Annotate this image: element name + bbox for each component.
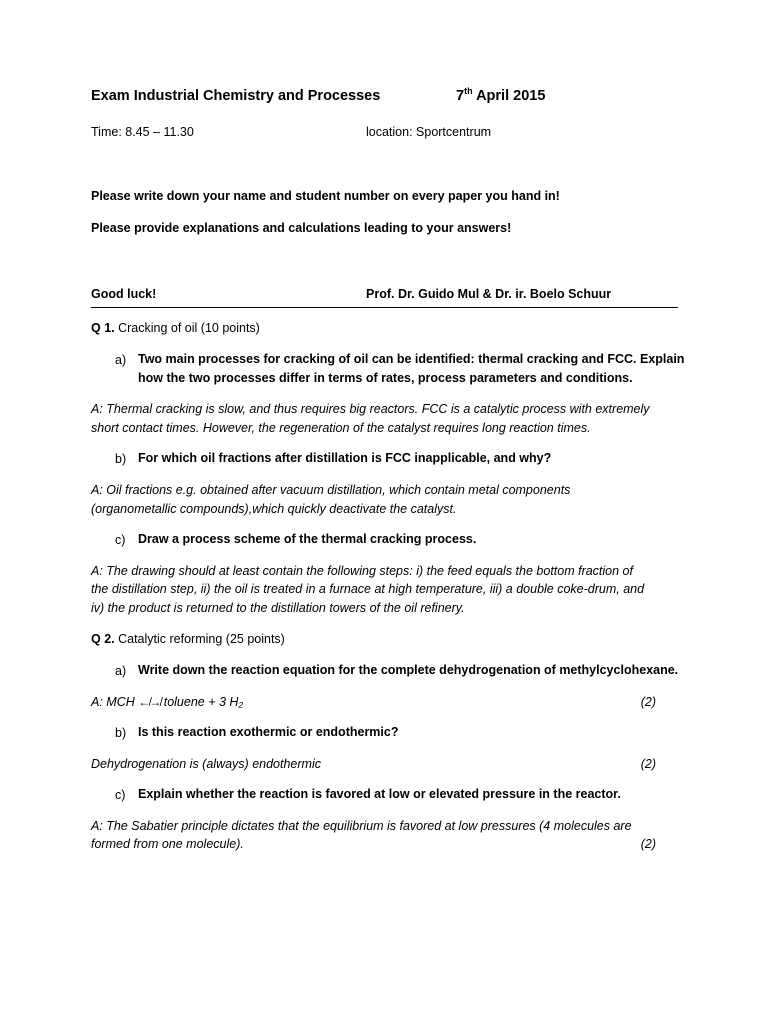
q2c-answer-line2: formed from one molecule). <box>91 837 244 851</box>
q1c-answer-line3: iv) the product is returned to the distillation towers of the oil refinery. <box>91 601 465 615</box>
date-suffix: th <box>464 86 473 97</box>
q2c-label: c) <box>115 788 126 802</box>
instruction-name: Please write down your name and student number on every paper you hand in! <box>91 189 560 203</box>
q2b-answer: Dehydrogenation is (always) endothermic <box>91 757 321 771</box>
q2c-points: (2) <box>640 837 656 851</box>
q2c-question: Explain whether the reaction is favored at low or elevated pressure in the reactor. <box>138 787 621 801</box>
q1b-question: For which oil fractions after distillation is FCC inapplicable, and why? <box>138 451 552 465</box>
q2b-question: Is this reaction exothermic or endothermic? <box>138 725 399 739</box>
exam-time: Time: 8.45 – 11.30 <box>91 125 194 139</box>
header-divider <box>91 307 678 308</box>
q2b-label: b) <box>115 726 127 740</box>
q1b-label: b) <box>115 452 127 466</box>
exam-title: Exam Industrial Chemistry and Processes <box>91 88 381 104</box>
q1-number: Q 1. <box>91 321 115 335</box>
q1a-label: a) <box>115 353 127 367</box>
q2a-answer-prefix: A: MCH <box>91 695 135 709</box>
exam-authors: Prof. Dr. Guido Mul & Dr. ir. Boelo Schuur <box>366 287 612 301</box>
q2c-answer-line1: A: The Sabatier principle dictates that the equilibrium is favored at low pressures (4 molecules are <box>91 819 632 833</box>
q2a-answer <box>91 694 243 710</box>
q2-title: Catalytic reforming (25 points) <box>118 632 285 646</box>
q1a-answer-line1: A: Thermal cracking is slow, and thus requires big reactors. FCC is a catalytic process with extremely <box>91 402 650 416</box>
q2-number: Q 2. <box>91 632 115 646</box>
q1c-label: c) <box>115 533 126 547</box>
exam-date <box>456 88 545 104</box>
q1c-answer-line1: A: The drawing should at least contain the following steps: i) the feed equals the bottom fraction of <box>91 564 633 578</box>
q1a-question-line2: how the two processes differ in terms of rates, process parameters and conditions. <box>138 371 633 385</box>
q1-title: Cracking of oil (10 points) <box>118 321 260 335</box>
date-day: 7 <box>456 88 465 104</box>
q1b-answer-line2: (organometallic compounds),which quickly deactivate the catalyst. <box>91 502 457 516</box>
equilibrium-arrows-icon: ↚↛ <box>138 695 161 709</box>
q2a-label: a) <box>115 664 127 678</box>
q1a-answer-line2: short contact times. However, the regeneration of the catalyst requires long reaction times. <box>91 421 591 435</box>
q2a-points: (2) <box>640 695 656 709</box>
good-luck: Good luck! <box>91 287 157 301</box>
exam-location: location: Sportcentrum <box>366 125 492 139</box>
date-rest: April 2015 <box>476 88 546 104</box>
q1a-question-line1: Two main processes for cracking of oil can be identified: thermal cracking and FCC. Explain <box>138 352 685 366</box>
q2a-answer-rest: toluene + 3 H₂ <box>163 695 244 709</box>
q2b-points: (2) <box>640 757 656 771</box>
q1b-answer-line1: A: Oil fractions e.g. obtained after vacuum distillation, which contain metal components <box>91 483 571 497</box>
q2-heading <box>91 631 285 647</box>
q1-heading <box>91 320 260 336</box>
q1c-question: Draw a process scheme of the thermal cracking process. <box>138 532 477 546</box>
q1c-answer-line2: the distillation step, ii) the oil is treated in a furnace at high temperature, iii) a double coke-drum, and <box>91 582 645 596</box>
q2a-question: Write down the reaction equation for the complete dehydrogenation of methylcyclohexane. <box>138 663 679 677</box>
instruction-explanations: Please provide explanations and calculations leading to your answers! <box>91 221 512 235</box>
